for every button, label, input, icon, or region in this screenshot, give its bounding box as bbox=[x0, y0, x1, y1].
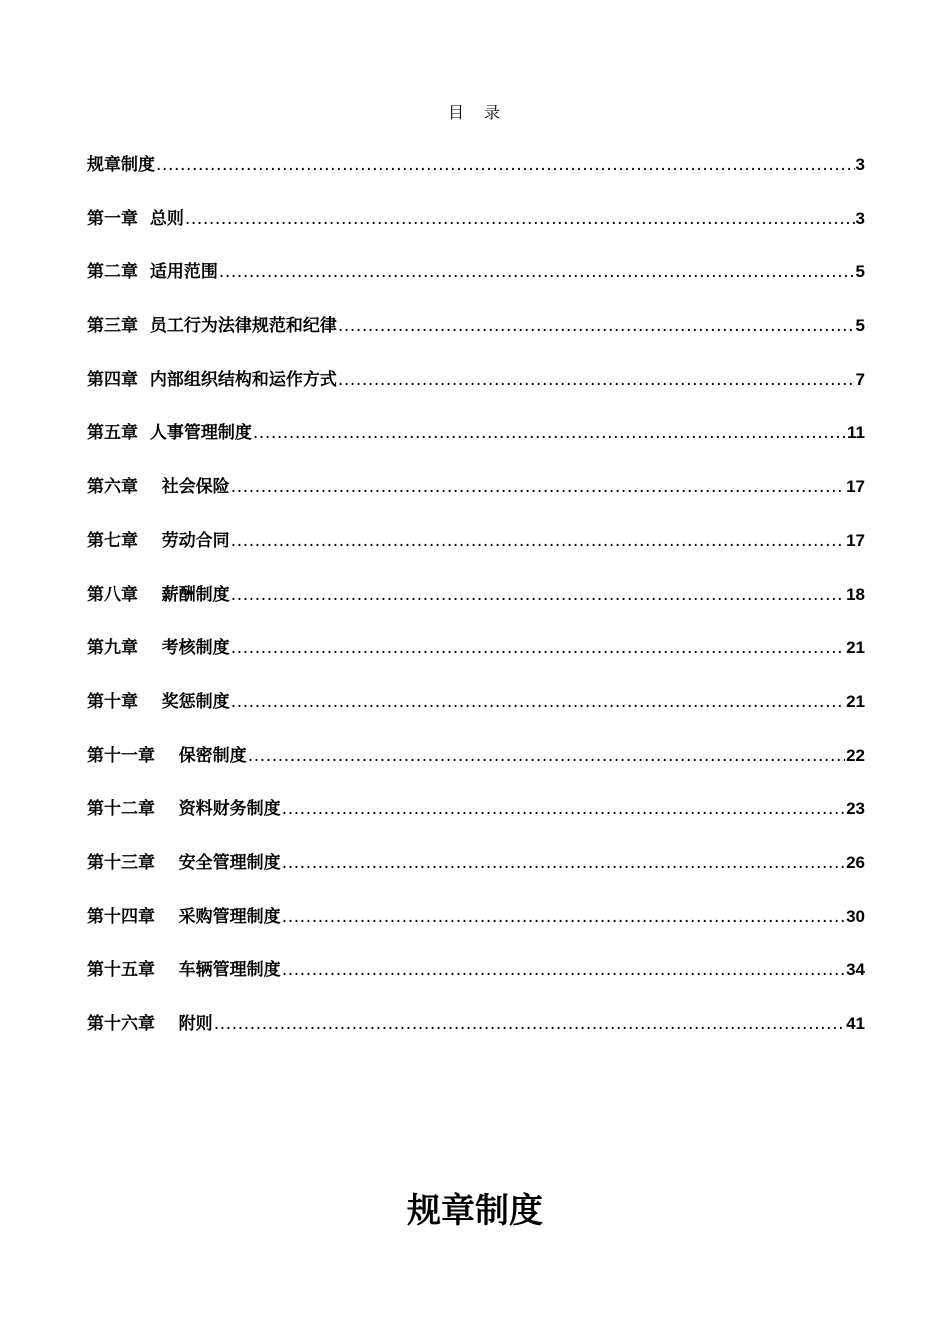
toc-entry-page: 23 bbox=[846, 799, 865, 819]
toc-dot-leader bbox=[231, 578, 845, 612]
toc-entry-label: 规章制度 bbox=[87, 155, 155, 175]
toc-entry-13[interactable] bbox=[87, 846, 865, 900]
toc-entry-9[interactable] bbox=[87, 631, 865, 685]
toc-entry-16[interactable] bbox=[87, 1007, 865, 1061]
toc-entry-11[interactable] bbox=[87, 739, 865, 793]
toc-entry-page: 41 bbox=[846, 1014, 865, 1033]
toc-entry-label: 第十二章 资料财务制度 bbox=[87, 799, 281, 820]
toc-entry-page: 5 bbox=[855, 262, 865, 282]
toc-title: 目 录 bbox=[447, 103, 502, 122]
toc-dot-leader bbox=[185, 202, 855, 236]
toc-entry-page: 3 bbox=[855, 155, 865, 174]
toc-entry-page: 34 bbox=[846, 960, 865, 980]
toc-entry-label: 第二章 适用范围 bbox=[87, 262, 218, 283]
toc-entry-label: 第十章 奖惩制度 bbox=[87, 691, 230, 712]
toc-dot-leader bbox=[338, 309, 855, 343]
toc-entry-label: 第七章 劳动合同 bbox=[87, 530, 230, 551]
toc-dot-leader bbox=[231, 685, 845, 719]
toc-entry-page: 3 bbox=[855, 208, 865, 228]
toc-dot-leader bbox=[231, 524, 845, 558]
toc-entry-label: 第十五章 车辆管理制度 bbox=[87, 960, 281, 981]
toc-entry-page: 18 bbox=[846, 584, 865, 604]
toc-entry-page: 21 bbox=[846, 691, 865, 711]
toc-entry-10[interactable] bbox=[87, 685, 865, 739]
toc-dot-leader bbox=[156, 148, 855, 182]
toc-dot-leader bbox=[219, 255, 855, 289]
toc-entry-0[interactable] bbox=[87, 148, 865, 202]
toc-dot-leader bbox=[282, 792, 845, 826]
toc-entry-page: 22 bbox=[846, 745, 865, 765]
toc-entry-5[interactable] bbox=[87, 416, 865, 470]
toc-dot-leader bbox=[282, 953, 845, 987]
toc-dot-leader bbox=[282, 900, 845, 934]
toc-entry-label: 第六章 社会保险 bbox=[87, 477, 230, 498]
toc-entry-15[interactable] bbox=[87, 953, 865, 1007]
toc-entry-page: 21 bbox=[846, 638, 865, 658]
toc-entry-1[interactable] bbox=[87, 202, 865, 256]
toc-dot-leader bbox=[338, 363, 855, 397]
toc-entry-7[interactable] bbox=[87, 524, 865, 578]
toc-entry-label: 第十六章 附则 bbox=[87, 1014, 213, 1034]
toc-dot-leader bbox=[231, 631, 845, 665]
toc-entry-page: 7 bbox=[855, 369, 865, 389]
toc-entry-label: 第三章 员工行为法律规范和纪律 bbox=[87, 316, 337, 337]
toc-entry-label: 第十三章 安全管理制度 bbox=[87, 852, 281, 873]
toc-entry-page: 30 bbox=[846, 906, 865, 926]
toc-dot-leader bbox=[214, 1007, 845, 1041]
toc-entry-label: 第五章 人事管理制度 bbox=[87, 423, 252, 444]
toc-entry-2[interactable] bbox=[87, 255, 865, 309]
toc-entry-label: 第八章 薪酬制度 bbox=[87, 584, 230, 605]
toc-dot-leader bbox=[253, 416, 846, 450]
toc-entry-12[interactable] bbox=[87, 792, 865, 846]
toc-entry-label: 第九章 考核制度 bbox=[87, 638, 230, 659]
toc-entry-label: 第一章 总则 bbox=[87, 208, 184, 229]
toc-entry-page: 5 bbox=[855, 316, 865, 336]
toc-entry-6[interactable] bbox=[87, 470, 865, 524]
toc-entry-4[interactable] bbox=[87, 363, 865, 417]
toc-entry-label: 第四章 内部组织结构和运作方式 bbox=[87, 369, 337, 390]
toc-entry-page: 26 bbox=[846, 852, 865, 872]
toc-entry-page: 11 bbox=[847, 423, 865, 443]
toc-dot-leader bbox=[248, 739, 845, 773]
toc-dot-leader bbox=[231, 470, 845, 504]
toc-list bbox=[87, 148, 865, 1061]
toc-entry-label: 第十一章 保密制度 bbox=[87, 745, 247, 766]
toc-entry-page: 17 bbox=[846, 477, 865, 497]
toc-entry-label: 第十四章 采购管理制度 bbox=[87, 906, 281, 927]
document-heading: 规章制度 bbox=[407, 1191, 543, 1231]
toc-entry-8[interactable] bbox=[87, 578, 865, 632]
toc-entry-page: 17 bbox=[846, 530, 865, 550]
toc-entry-14[interactable] bbox=[87, 900, 865, 954]
toc-dot-leader bbox=[282, 846, 845, 880]
toc-entry-3[interactable] bbox=[87, 309, 865, 363]
